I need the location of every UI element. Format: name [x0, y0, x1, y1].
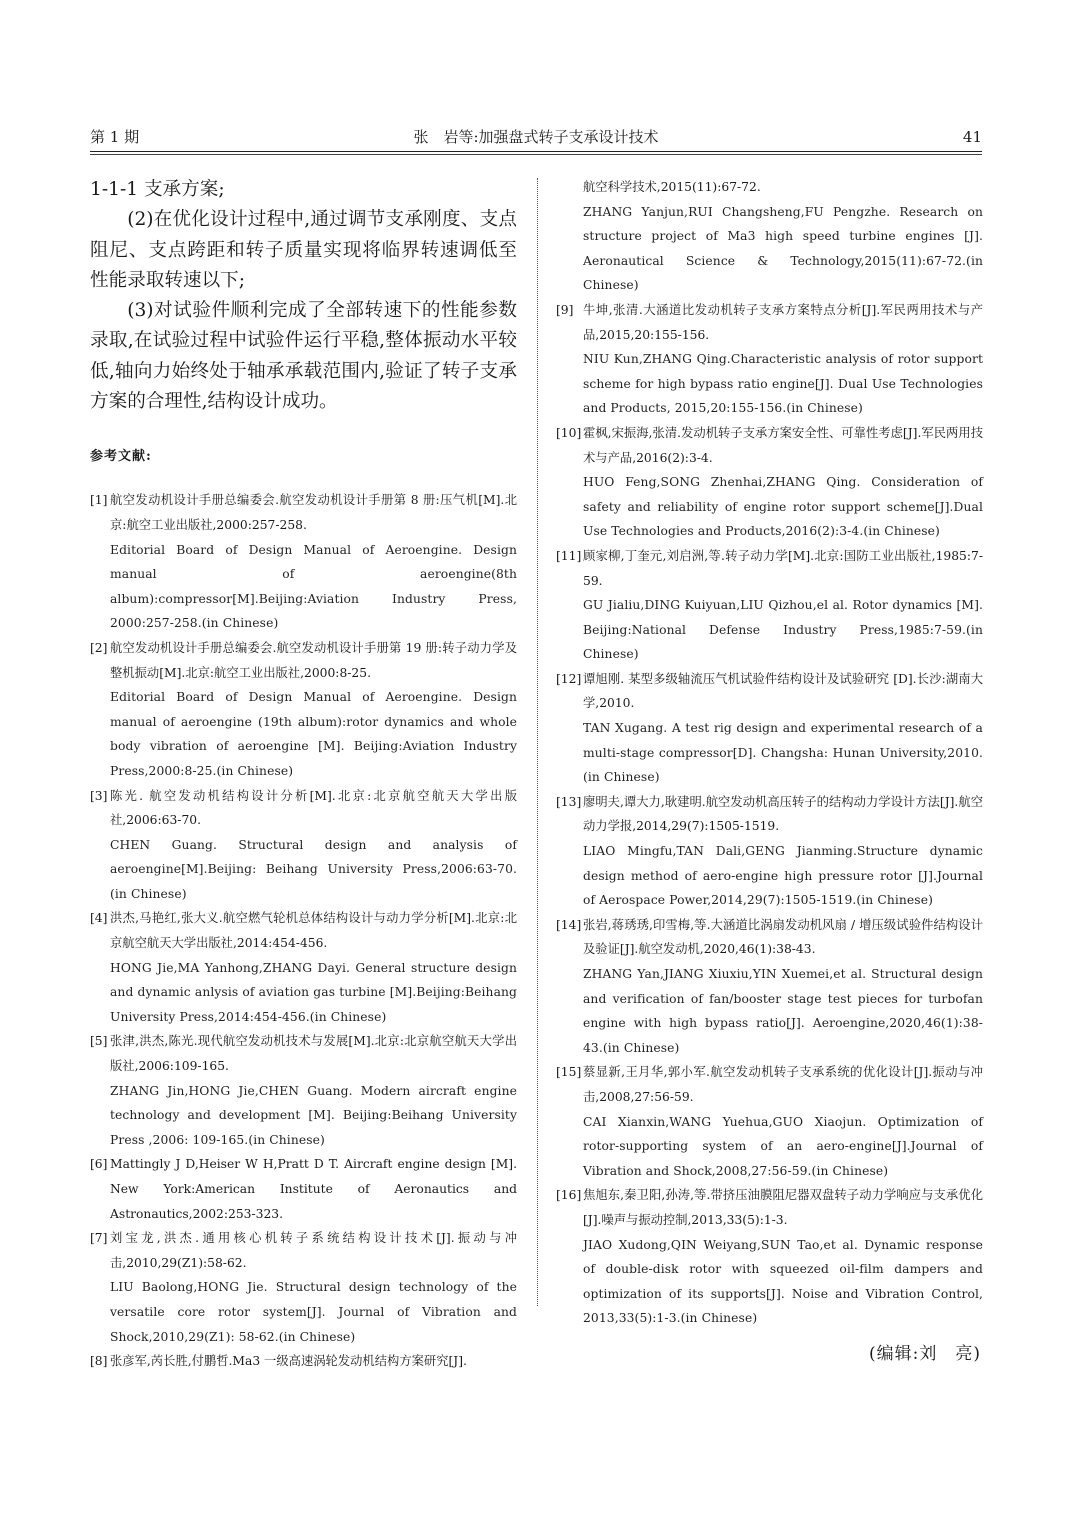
reference-cn: 航空发动机设计手册总编委会.航空发动机设计手册第 19 册:转子动力学及整机振动[M].北京:航空工业出版社,2000:8-25.	[110, 640, 517, 680]
reference-cn: 张津,洪杰,陈光.现代航空发动机技术与发展[M].北京:北京航空航天大学出版社,2006:109-165.	[110, 1034, 517, 1074]
column-divider	[537, 178, 538, 1306]
reference-en: LIAO Mingfu,TAN Dali,GENG Jianming.Structure dynamic design method of aero-engine high pressure rotor [J].Journal of Aerospace Power,2014,29(7):1505-1519.(in Chinese)	[583, 844, 983, 908]
reference-cn: 霍枫,宋振海,张清.发动机转子支承方案安全性、可靠性考虑[J].军民两用技术与产品,2016(2):3-4.	[583, 425, 983, 465]
reference-cn: 蔡显新,王月华,郭小军.航空发动机转子支承系统的优化设计[J].振动与冲击,2008,27:56-59.	[583, 1065, 983, 1104]
reference-cn: 洪杰,马艳红,张大义.航空燃气轮机总体结构设计与动力学分析[M].北京:北京航空航天大学出版社,2014:454-456.	[110, 911, 517, 951]
page-number: 41	[962, 128, 982, 146]
reference-item	[556, 667, 983, 790]
header-rule-thin	[90, 154, 982, 155]
reference-cn: 航空科学技术,2015(11):67-72.	[583, 180, 761, 194]
reference-en: CHEN Guang. Structural design and analysis of aeroengine[M].Beijing: Beihang University Press,2006:63-70.(in Chinese)	[110, 837, 517, 901]
reference-en: NIU Kun,ZHANG Qing.Characteristic analysis of rotor support scheme for high bypass ratio engine[J]. Dual Use Technologies and Products, 2015,20:155-156.(in Chinese)	[583, 352, 983, 416]
reference-number: [10]	[556, 425, 582, 440]
reference-number: [15]	[556, 1065, 582, 1080]
reference-en: JIAO Xudong,QIN Weiyang,SUN Tao,et al. Dynamic response of double-disk rotor with squeezed oil-film dampers and optimization of its supports[J]. Noise and Vibration Control, 2013,33(5):1-3.(in Chinese)	[583, 1237, 983, 1326]
reference-en: ZHANG Yanjun,RUI Changsheng,FU Pengzhe. Research on structure project of Ma3 high speed turbine engines [J]. Aeronautical Science & Technology,2015(11):67-72.(in Chinese)	[583, 204, 983, 293]
reference-cn: 焦旭东,秦卫阳,孙涛,等.带挤压油膜阻尼器双盘转子动力学响应与支承优化[J].噪声与振动控制,2013,33(5):1-3.	[583, 1188, 983, 1227]
body-paragraph: 1-1-1 支承方案;	[90, 179, 225, 200]
reference-item	[90, 1349, 517, 1374]
reference-cn: 刘宝龙,洪杰.通用核心机转子系统结构设计技术[J].振动与冲击,2010,29(Z1):58-62.	[110, 1231, 517, 1270]
body-paragraph: (3)对试验件顺利完成了全部转速下的性能参数录取,在试验过程中试验件运行平稳,整体振动水平较低,轴向力始终处于轴承承载范围内,验证了转子支承方案的合理性,结构设计成功。	[90, 300, 517, 413]
reference-number: [5]	[90, 1034, 108, 1049]
reference-cn: 廖明夫,谭大力,耿建明.航空发动机高压转子的结构动力学设计方法[J].航空动力学报,2014,29(7):1505-1519.	[583, 794, 983, 834]
reference-number: [6]	[90, 1157, 108, 1172]
reference-item	[556, 790, 983, 913]
body-paragraph: (2)在优化设计过程中,通过调节支承刚度、支点阻尼、支点跨距和转子质量实现将临界转速调低至性能录取转速以下;	[90, 209, 517, 291]
reference-item	[556, 913, 983, 1061]
reference-number: [3]	[90, 788, 108, 803]
references-heading: 参考文献:	[90, 449, 152, 465]
reference-en: GU Jialiu,DING Kuiyuan,LIU Qizhou,el al. Rotor dynamics [M]. Beijing:National Defense Industry Press,1985:7-59.(in Chinese)	[583, 598, 983, 662]
reference-item	[556, 421, 983, 544]
reference-item	[90, 1152, 517, 1226]
left-column	[90, 175, 517, 1374]
reference-item	[556, 298, 983, 421]
reference-cn: 航空发动机设计手册总编委会.航空发动机设计手册第 8 册:压气机[M].北京:航空工业出版社,2000:257-258.	[110, 493, 517, 532]
reference-cn: Mattingly J D,Heiser W H,Pratt D T. Aircraft engine design [M]. New York:American Institute of Aeronautics and Astronautics,2002:253-323.	[110, 1157, 517, 1221]
reference-number: [2]	[90, 640, 108, 655]
reference-item	[90, 636, 517, 784]
running-title: 张 岩等:加强盘式转子支承设计技术	[413, 128, 659, 146]
reference-item	[90, 906, 517, 1029]
page-header	[90, 128, 982, 148]
reference-item	[556, 544, 983, 667]
reference-en: Editorial Board of Design Manual of Aeroengine. Design manual of aeroengine(8th album):compressor[M].Beijing:Aviation Industry Press, 2000:257-258.(in Chinese)	[110, 542, 517, 631]
editor-credit: (编辑:刘 亮)	[869, 1343, 981, 1364]
reference-en: CAI Xianxin,WANG Yuehua,GUO Xiaojun. Optimization of rotor-supporting system of an aero-engine[J].Journal of Vibration and Shock,2008,27:56-59.(in Chinese)	[583, 1114, 983, 1178]
reference-en: Editorial Board of Design Manual of Aeroengine. Design manual of aeroengine (19th album):rotor dynamics and whole body vibration of aeroengine [M]. Beijing:Aviation Industry Press,2000:8-25.(in Chinese)	[110, 690, 517, 778]
header-rule	[90, 151, 982, 152]
reference-item	[90, 1029, 517, 1152]
reference-item	[90, 784, 517, 907]
right-column	[556, 175, 983, 1364]
reference-en: ZHANG Jin,HONG Jie,CHEN Guang. Modern aircraft engine technology and development [M]. Beijing:Beihang University Press ,2006: 109-165.(in Chinese)	[110, 1083, 517, 1147]
reference-number: [4]	[90, 911, 108, 926]
reference-cn: 牛坤,张清.大涵道比发动机转子支承方案特点分析[J].军民两用技术与产品,2015,20:155-156.	[583, 302, 983, 342]
reference-number: [9]	[556, 302, 574, 317]
reference-number: [7]	[90, 1231, 108, 1246]
reference-en: HONG Jie,MA Yanhong,ZHANG Dayi. General structure design and dynamic anlysis of aviation gas turbine [M].Beijing:Beihang University Press,2014:454-456.(in Chinese)	[110, 960, 517, 1024]
reference-en: TAN Xugang. A test rig design and experimental research of a multi-stage compressor[D]. Changsha: Hunan University,2010.(in Chinese)	[583, 721, 983, 785]
reference-number: [1]	[90, 493, 108, 508]
reference-en: ZHANG Yan,JIANG Xiuxiu,YIN Xuemei,et al. Structural design and verification of fan/booster stage test pieces for turbofan engine with high bypass ratio[J]. Aeroengine,2020,46(1):38-43.(in Chinese)	[583, 967, 983, 1055]
reference-cn: 顾家柳,丁奎元,刘启洲,等.转子动力学[M].北京:国防工业出版社,1985:7-59.	[583, 548, 983, 588]
reference-cn: 谭旭刚. 某型多级轴流压气机试验件结构设计及试验研究 [D].长沙:湖南大学,2010.	[583, 671, 983, 711]
reference-item	[90, 1226, 517, 1349]
reference-number: [12]	[556, 671, 582, 686]
reference-item	[556, 1060, 983, 1183]
reference-number: [16]	[556, 1188, 582, 1203]
reference-cn: 张彦军,芮长胜,付鹏哲.Ma3 一级高速涡轮发动机结构方案研究[J].	[110, 1354, 467, 1369]
issue-label: 第 1 期	[90, 128, 140, 146]
reference-item	[90, 488, 517, 636]
reference-en: LIU Baolong,HONG Jie. Structural design technology of the versatile core rotor system[J]. Journal of Vibration and Shock,2010,29(Z1): 58-62.(in Chinese)	[110, 1280, 517, 1344]
reference-number: [13]	[556, 794, 582, 809]
reference-en: HUO Feng,SONG Zhenhai,ZHANG Qing. Consideration of safety and reliability of engine rotor support scheme[J].Dual Use Technologies and Products,2016(2):3-4.(in Chinese)	[583, 475, 983, 539]
reference-item	[556, 1183, 983, 1331]
reference-item-continued	[556, 175, 983, 298]
reference-number: [8]	[90, 1354, 108, 1369]
reference-cn: 张岩,蒋琇琇,印雪梅,等.大涵道比涡扇发动机风扇 / 增压级试验件结构设计及验证[J].航空发动机,2020,46(1):38-43.	[583, 917, 983, 957]
reference-cn: 陈光. 航空发动机结构设计分析[M].北京:北京航空航天大学出版社,2006:63-70.	[110, 788, 517, 828]
reference-number: [14]	[556, 917, 582, 932]
reference-number: [11]	[556, 548, 582, 563]
